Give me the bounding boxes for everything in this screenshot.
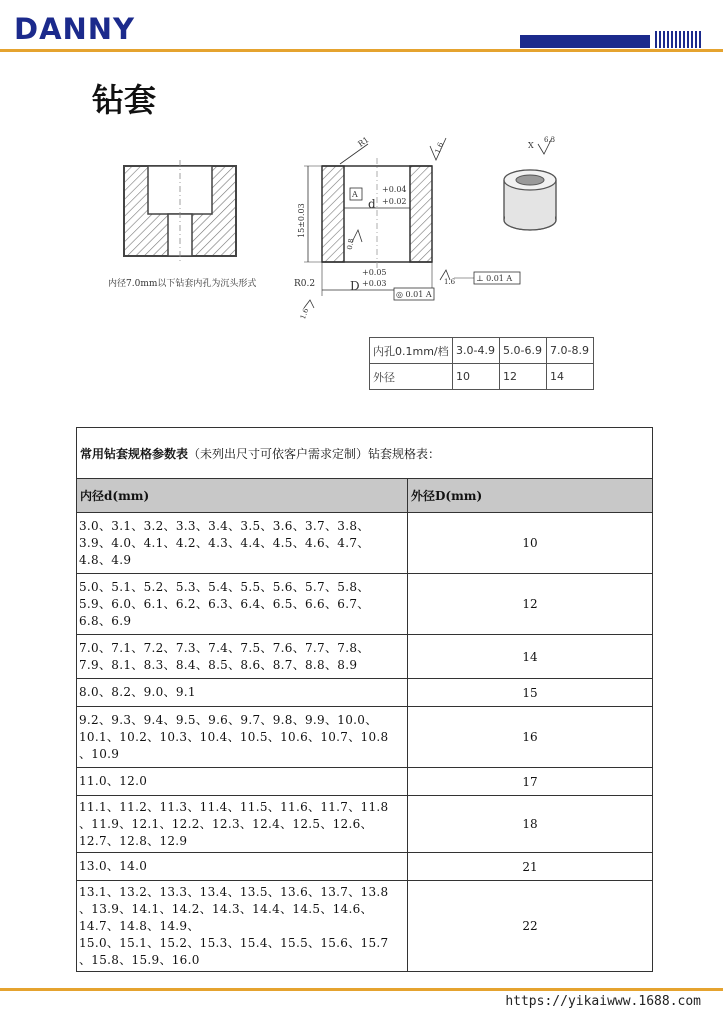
- brand-logo: DANNY: [14, 12, 136, 46]
- label-r02: R0.2: [294, 279, 316, 289]
- label-D: D: [350, 279, 360, 293]
- outer-diameter: 17: [408, 768, 653, 796]
- label-plus02: +0.02: [382, 197, 407, 206]
- table-header-row: [77, 479, 653, 513]
- table-row: [77, 679, 653, 707]
- label-datum: A: [352, 190, 358, 199]
- label-plus05: +0.05: [362, 268, 387, 277]
- header-divider: [0, 49, 723, 52]
- label-plus03: +0.03: [362, 279, 387, 288]
- inner-diameters: 3.0、3.1、3.2、3.3、3.4、3.5、3.6、3.7、3.8、 3.9、4.0、4.1、4.2、4.3、4.4、4.5、4.6、4.7、 4.8、4.9: [77, 513, 408, 574]
- label-r1: R1: [356, 135, 371, 149]
- header-blue-bar: [520, 35, 650, 48]
- table-cell: 10: [453, 364, 500, 390]
- table-row: [77, 574, 653, 635]
- table-cell: 12: [500, 364, 547, 390]
- table-row: [370, 364, 594, 390]
- inner-diameters: 8.0、8.2、9.0、9.1: [77, 679, 408, 707]
- inner-diameters: 7.0、7.1、7.2、7.3、7.4、7.5、7.6、7.7、7.8、 7.9、8.1、8.3、8.4、8.5、8.6、8.7、8.8、8.9: [77, 635, 408, 679]
- outer-diameter: 15: [408, 679, 653, 707]
- table-row: [77, 768, 653, 796]
- label-flat: 1.6: [433, 141, 446, 155]
- outer-diameter: 14: [408, 635, 653, 679]
- table-cell: 5.0-6.9: [500, 338, 547, 364]
- table-cell: 14: [547, 364, 594, 390]
- drawing-svg: [100, 130, 620, 320]
- outer-diameter: 12: [408, 574, 653, 635]
- label-x: X: [528, 141, 534, 150]
- caption-rest: （未列出尺寸可依客户需求定制）钻套规格表：: [188, 446, 441, 461]
- technical-drawings: [100, 130, 620, 320]
- page-title: 钻套: [92, 81, 157, 119]
- table-row: [77, 707, 653, 768]
- table-row: [77, 635, 653, 679]
- inner-diameters: 11.1、11.2、11.3、11.4、11.5、11.6、11.7、11.8 、11.9、12.1、12.2、12.3、12.4、12.5、12.6、 12.7、12.8、12.9: [77, 796, 408, 853]
- section-view: [124, 160, 236, 262]
- label-d: d: [368, 197, 376, 211]
- header-stripe-decoration: [655, 31, 701, 48]
- inner-diameters: 13.1、13.2、13.3、13.4、13.5、13.6、13.7、13.8 、13.9、14.1、14.2、14.3、14.4、14.5、14.6、 14.7、14.8、14.9、 15.0、15.1、15.2、15.3、15.4、15.5、15.6、15.7 、15.8、15.9、16.0: [77, 881, 408, 972]
- table-row: [77, 796, 653, 853]
- table-cell: 外径: [370, 364, 453, 390]
- inner-diameters: 5.0、5.1、5.2、5.3、5.4、5.5、5.6、5.7、5.8、 5.9、6.0、6.1、6.2、6.3、6.4、6.5、6.6、6.7、 6.8、6.9: [77, 574, 408, 635]
- table-row: [77, 881, 653, 972]
- inner-diameters: 9.2、9.3、9.4、9.5、9.6、9.7、9.8、9.9、10.0、 10.1、10.2、10.3、10.4、10.5、10.6、10.7、10.8 、10.9: [77, 707, 408, 768]
- footer-url-link[interactable]: https://yikaiwww.1688.com: [505, 994, 701, 1009]
- outer-diameter: 16: [408, 707, 653, 768]
- inner-diameters: 11.0、12.0: [77, 768, 408, 796]
- label-surf08: 0.8: [345, 237, 356, 251]
- inner-diameters: 13.0、14.0: [77, 853, 408, 881]
- footer-divider: [0, 988, 723, 991]
- caption-bold: 常用钻套规格参数表: [80, 446, 189, 461]
- table-row: [77, 853, 653, 881]
- table-caption-row: [77, 428, 653, 479]
- label-surf63: 6.3: [544, 136, 556, 144]
- outer-diameter: 21: [408, 853, 653, 881]
- table-row: [77, 513, 653, 574]
- label-plus04: +0.04: [382, 185, 407, 194]
- outer-diameter: 10: [408, 513, 653, 574]
- table-cell: 内孔0.1mm/档: [370, 338, 453, 364]
- header-inner-diameter: 内径d(mm): [77, 479, 408, 513]
- label-concentricity: ◎ 0.01 A: [396, 290, 432, 299]
- label-flat2: 1.6: [444, 278, 456, 286]
- label-surf16: 1.6: [298, 307, 311, 320]
- table-cell: 3.0-4.9: [453, 338, 500, 364]
- header-outer-diameter: 外径D(mm): [408, 479, 653, 513]
- table-row: [370, 338, 594, 364]
- spec-table: [76, 427, 653, 972]
- bushing-3d-icon: [504, 170, 556, 230]
- label-perpendicularity: ⊥ 0.01 A: [476, 274, 513, 283]
- outer-diameter: 18: [408, 796, 653, 853]
- size-summary-table: [369, 337, 594, 390]
- outer-diameter: 22: [408, 881, 653, 972]
- drawing-note: 内径7.0mm以下钻套内孔为沉头形式: [108, 279, 257, 289]
- label-height: 15±0.03: [297, 203, 306, 238]
- table-caption: [77, 428, 653, 479]
- table-cell: 7.0-8.9: [547, 338, 594, 364]
